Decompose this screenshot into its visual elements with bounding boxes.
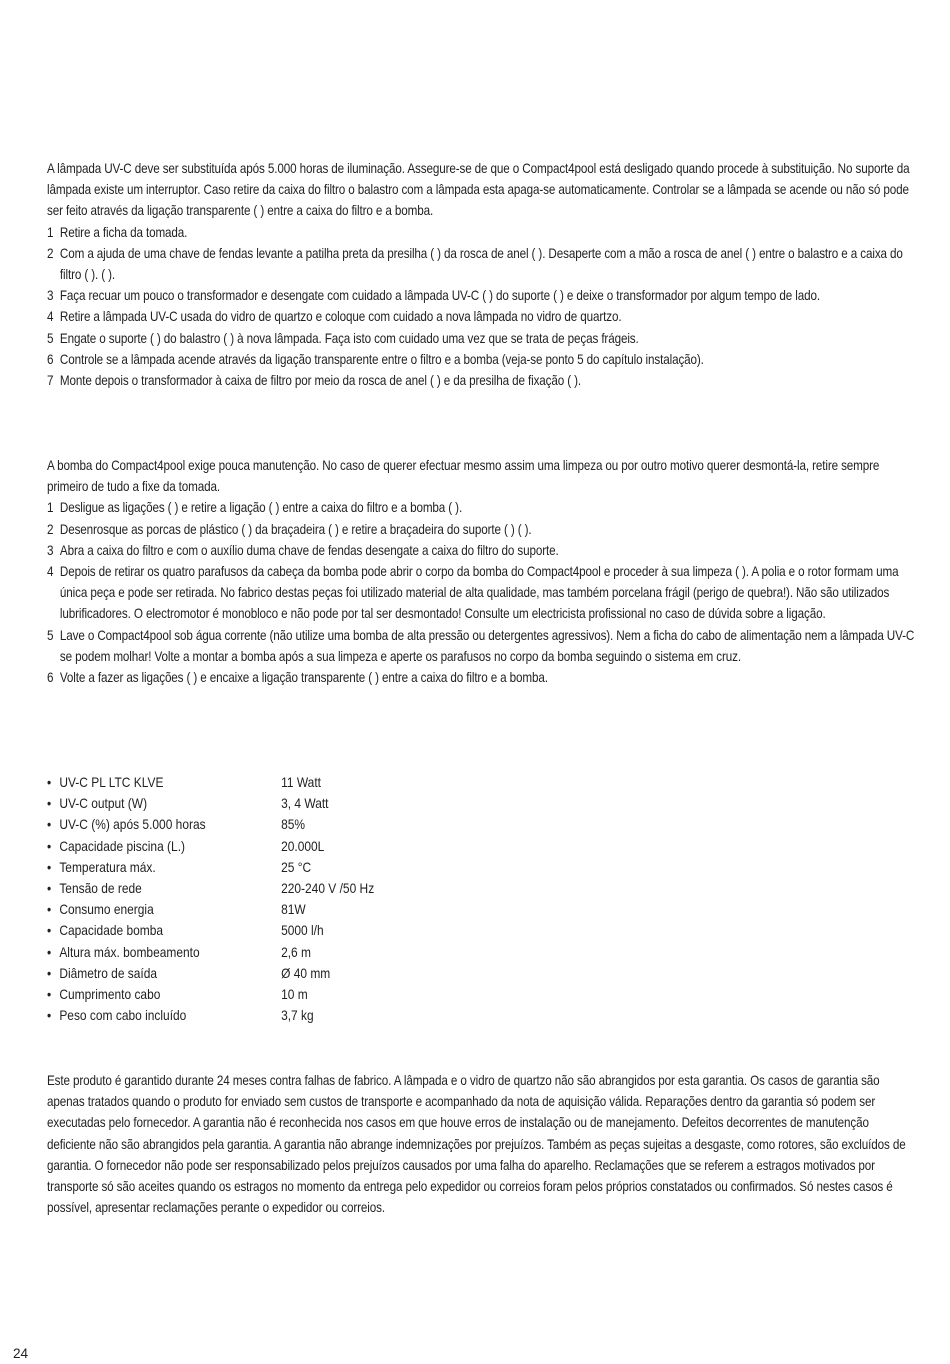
step-number: 1 xyxy=(47,500,54,516)
bullet: • xyxy=(47,965,52,981)
bullet: • xyxy=(47,1008,52,1024)
step-number: 5 xyxy=(47,627,54,643)
spec-value: 3,7 kg xyxy=(281,1008,314,1024)
step-number: 4 xyxy=(47,564,54,580)
step-number: 6 xyxy=(47,351,54,367)
list-item xyxy=(47,497,919,518)
spec-label: Peso com cabo incluído xyxy=(59,1008,187,1024)
lamp-intro-paragraph: A lâmpada UV-C deve ser substituída após 5.000 horas de iluminação. Assegure-se de que o Compact4pool está desligado quando procede à substituição. No suporte da lâmpada existe um interruptor. Caso retire da caixa do filtro o balastro com a lâmpada esta apaga-se automaticamente. Controlar se a lâmpada se acende ou não só pode ser feito através da ligação transparente ( ) entre a caixa do filtro e a bomba. xyxy=(47,161,910,219)
spec-value: 20.000L xyxy=(281,838,325,854)
technical-specs-list xyxy=(47,772,417,1026)
spec-row xyxy=(47,836,417,857)
list-item xyxy=(47,222,919,243)
list-item xyxy=(47,243,919,285)
spec-value: 85% xyxy=(281,817,306,833)
step-number: 3 xyxy=(47,542,54,558)
list-item xyxy=(47,540,919,561)
list-item xyxy=(47,306,919,327)
list-item xyxy=(47,328,919,349)
step-number: 4 xyxy=(47,309,54,325)
step-number: 2 xyxy=(47,521,54,537)
spec-label: Capacidade piscina (L.) xyxy=(59,838,186,854)
list-item xyxy=(47,349,919,370)
step-text: Com a ajuda de uma chave de fendas levante a patilha preta da presilha ( ) da rosca de anel ( ). Desaperte com a mão a rosca de anel ( ) entre o balastro e a caixa do filtro ( ). ( ). xyxy=(59,245,903,283)
spec-row xyxy=(47,963,417,984)
spec-label: Capacidade bomba xyxy=(59,923,164,939)
step-text: Volte a fazer as ligações ( ) e encaixe a ligação transparente ( ) entre a caixa do filtro e a bomba. xyxy=(59,670,548,686)
bullet: • xyxy=(47,859,52,875)
spec-label: UV-C (%) após 5.000 horas xyxy=(59,817,206,833)
spec-row xyxy=(47,878,417,899)
step-number: 7 xyxy=(47,373,54,389)
bullet: • xyxy=(47,838,52,854)
pump-steps-list xyxy=(47,497,919,688)
spec-label: UV-C output (W) xyxy=(59,796,148,812)
spec-row xyxy=(47,942,417,963)
pump-maintenance-section xyxy=(47,455,919,688)
spec-row xyxy=(47,814,417,835)
spec-value: 3, 4 Watt xyxy=(281,796,329,812)
spec-value: 25 °C xyxy=(281,859,312,875)
step-text: Lave o Compact4pool sob água corrente (não utilize uma bomba de alta pressão ou detergentes agressivos). Nem a ficha do cabo de alimentação nem a lâmpada UV-C se podem molhar! Volte a montar a bomba após a sua limpeza e aperte os parafusos no corpo da bomba seguindo o sistema em cruz. xyxy=(59,627,915,664)
list-item xyxy=(47,625,919,667)
bullet: • xyxy=(47,923,52,939)
spec-value: Ø 40 mm xyxy=(281,965,331,981)
step-text: Desligue as ligações ( ) e retire a ligação ( ) entre a caixa do filtro e a bomba ( ). xyxy=(59,500,463,516)
bullet: • xyxy=(47,986,52,1002)
step-text: Monte depois o transformador à caixa de filtro por meio da rosca de anel ( ) e da presilha de fixação ( ). xyxy=(59,373,582,389)
step-text: Desenrosque as porcas de plástico ( ) da braçadeira ( ) e retire a braçadeira do suporte ( ) ( ). xyxy=(59,521,532,537)
list-item xyxy=(47,370,919,391)
step-text: Engate o suporte ( ) do balastro ( ) à nova lâmpada. Faça isto com cuidado uma vez que se trata de peças frágeis. xyxy=(59,330,639,346)
spec-label: Temperatura máx. xyxy=(59,859,156,875)
bullet: • xyxy=(47,944,52,960)
spec-row xyxy=(47,899,417,920)
spec-label: Diâmetro de saída xyxy=(59,965,158,981)
spec-value: 2,6 m xyxy=(281,944,311,960)
step-number: 2 xyxy=(47,245,54,261)
spec-label: Consumo energia xyxy=(59,902,154,918)
spec-row xyxy=(47,1005,417,1026)
spec-label: Cumprimento cabo xyxy=(59,986,161,1002)
spec-row xyxy=(47,920,417,941)
spec-row xyxy=(47,857,417,878)
pump-intro-paragraph: A bomba do Compact4pool exige pouca manutenção. No caso de querer efectuar mesmo assim uma limpeza ou por outro motivo querer desmontá-la, retire sempre primeiro de tudo a fixe da tomada. xyxy=(47,458,880,495)
bullet: • xyxy=(47,902,52,918)
bullet: • xyxy=(47,775,52,790)
warranty-section xyxy=(47,1070,919,1218)
page-number: 24 xyxy=(13,1346,29,1361)
spec-label: Tensão de rede xyxy=(59,880,142,896)
step-text: Depois de retirar os quatro parafusos da cabeça da bomba pode abrir o corpo da bomba do Compact4pool e proceder à sua limpeza ( ). A polia e o rotor formam uma única peça e pode ser retirada. No fabrico destas peças foi utilizado material de alta qualidade, mas também porcelana frágil (perigo de quebra!). Não são utilizados lubrificadores. O electromotor é monobloco e não pode por tal ser desmontado! Consulte um electricista profissional no caso de dúvida sobre a ligação. xyxy=(59,564,899,622)
bullet: • xyxy=(47,817,52,833)
list-item xyxy=(47,285,919,306)
spec-label: Altura máx. bombeamento xyxy=(59,944,200,960)
step-number: 6 xyxy=(47,670,54,686)
step-number: 5 xyxy=(47,330,54,346)
step-text: Retire a lâmpada UV-C usada do vidro de quartzo e coloque com cuidado a nova lâmpada no vidro de quartzo. xyxy=(59,309,622,325)
spec-row xyxy=(47,772,417,793)
list-item xyxy=(47,561,919,625)
lamp-replacement-section xyxy=(47,158,919,391)
bullet: • xyxy=(47,880,52,896)
step-text: Abra a caixa do filtro e com o auxílio duma chave de fendas desengate a caixa do filtro do suporte. xyxy=(59,542,559,558)
lamp-steps-list xyxy=(47,222,919,392)
step-number: 3 xyxy=(47,288,54,304)
warranty-paragraph: Este produto é garantido durante 24 meses contra falhas de fabrico. A lâmpada e o vidro de quartzo não são abrangidos por esta garantia. Os casos de garantia são apenas tratados quando o produto for enviado sem custos de transporte e acompanhado da nota de aquisição válida. Reparações dentro da garantia só podem ser executadas pelo fornecedor. A garantia não é reconhecida nos casos em que houve erros de instalação ou de manejamento. Defeitos decorrentes de manutenção deficiente não são abrangidos pela garantia. A garantia não abrange indemnizações por prejuízos. Também as peças sujeitas a desgaste, como rotores, são excluídos de garantia. O fornecedor não pode ser responsabilizado pelos prejuízos causados por uma falha do aparelho. Reclamações que se referem a estragos motivados por transporte só são aceites quando os estragos no momento da entrega pelo expedidor ou correios foram pelos próprios constatados ou confirmados. Só nestes casos é possível, apresentar reclamações perante o expedidor ou correios. xyxy=(47,1073,906,1216)
spec-row xyxy=(47,793,417,814)
spec-label: UV-C PL LTC KLVE xyxy=(59,775,164,790)
spec-value: 11 Watt xyxy=(281,775,321,790)
step-text: Controle se a lâmpada acende através da ligação transparente entre o filtro e a bomba (veja-se ponto 5 do capítulo instalação). xyxy=(59,351,704,367)
spec-value: 5000 l/h xyxy=(281,923,324,939)
list-item xyxy=(47,519,919,540)
step-text: Retire a ficha da tomada. xyxy=(59,224,188,240)
bullet: • xyxy=(47,796,52,812)
spec-row xyxy=(47,984,417,1005)
list-item xyxy=(47,667,919,688)
spec-value: 81W xyxy=(281,902,306,918)
step-text: Faça recuar um pouco o transformador e desengate com cuidado a lâmpada UV-C ( ) do suporte ( ) e deixe o transformador por algum tempo de lado. xyxy=(59,288,820,304)
step-number: 1 xyxy=(47,224,54,240)
spec-value: 10 m xyxy=(281,986,308,1002)
spec-value: 220-240 V /50 Hz xyxy=(281,880,375,896)
